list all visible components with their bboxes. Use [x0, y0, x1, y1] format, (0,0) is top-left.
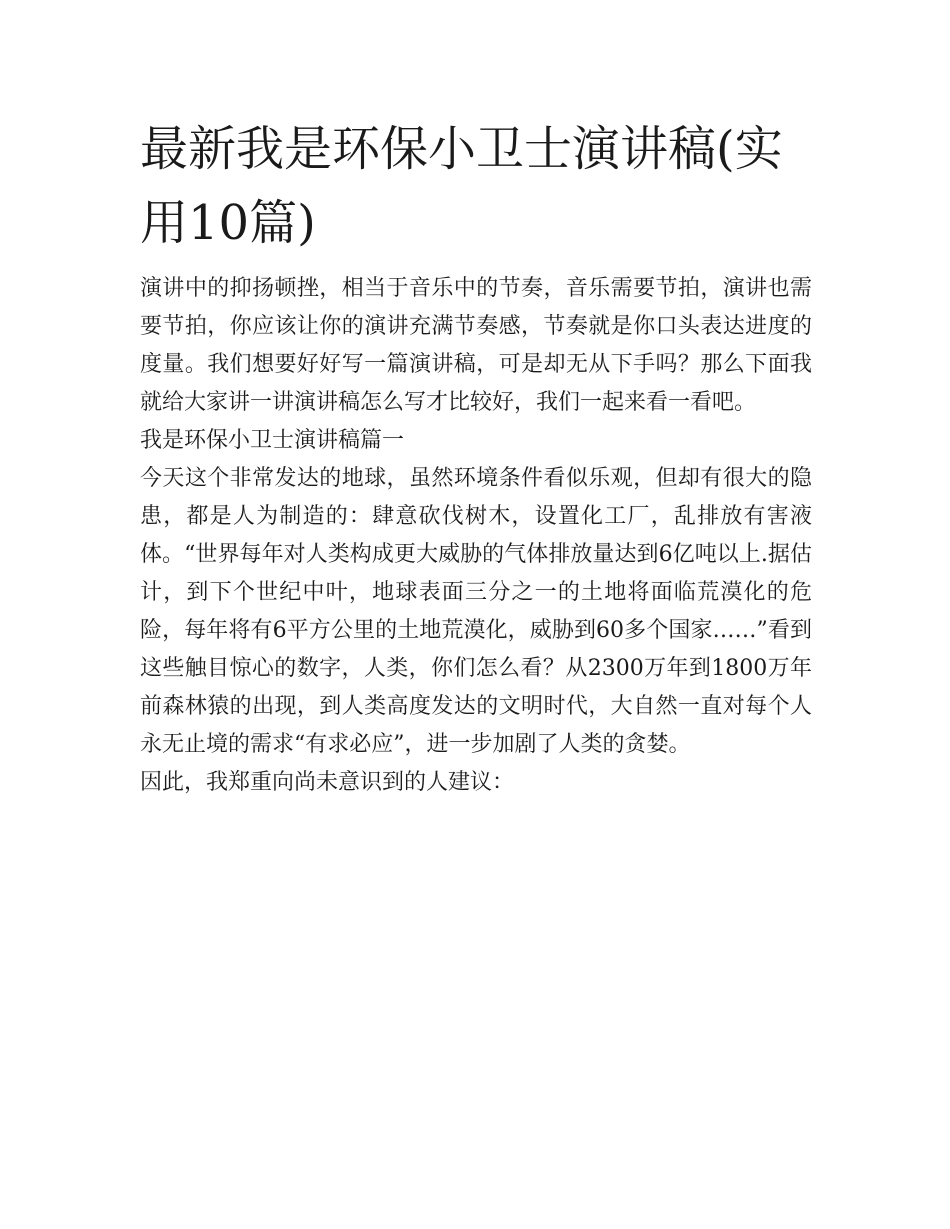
- body-paragraph: 因此，我郑重向尚未意识到的人建议：: [140, 770, 515, 795]
- section-heading: 我是环保小卫士演讲稿篇一: [140, 428, 405, 453]
- document-title: 最新我是环保小卫士演讲稿(实用10篇): [140, 121, 783, 251]
- document-body: [140, 112, 812, 802]
- intro-paragraph: 演讲中的抑扬顿挫，相当于音乐中的节奏，音乐需要节拍，演讲也需要节拍，你应该让你的演讲充满节奏感，节奏就是你口头表达进度的度量。我们想要好好写一篇演讲稿，可是却无从下手吗？那么下面我就给大家讲一讲演讲稿怎么写才比较好，我们一起来看一看吧。: [140, 276, 812, 415]
- body-paragraph: 今天这个非常发达的地球，虽然环境条件看似乐观，但却有很大的隐患，都是人为制造的：肆意砍伐树木，设置化工厂，乱排放有害液体。“世界每年对人类构成更大威胁的气体排放量达到6亿吨以上.据估计，到下个世纪中叶，地球表面三分之一的土地将面临荒漠化的危险，每年将有6平方公里的土地荒漠化，威胁到60多个国家……”看到这些触目惊心的数字，人类，你们怎么看？从2300万年到1800万年前森林猿的出现，到人类高度发达的文明时代，大自然一直对每个人永无止境的需求“有求必应”，进一步加剧了人类的贪婪。: [140, 466, 812, 757]
